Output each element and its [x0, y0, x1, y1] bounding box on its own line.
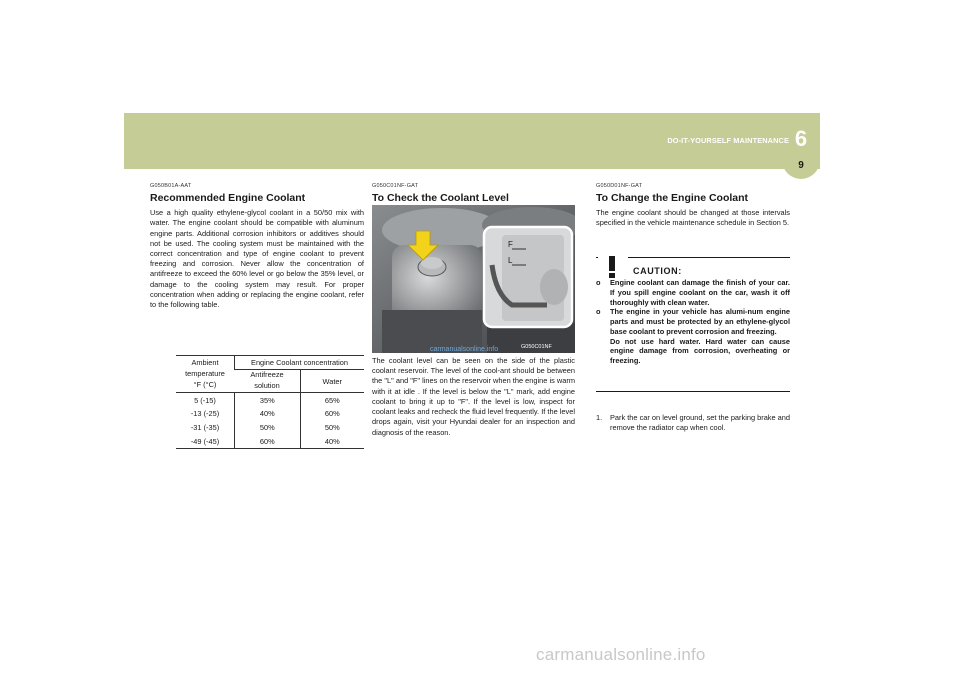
photo-label: G050C01NF [521, 344, 552, 350]
table-cell-antifreeze: 60% [235, 435, 301, 449]
table-header-line: °F (°C) [193, 379, 217, 389]
table-cell-temp: -31 (-35) [190, 423, 220, 433]
table-cell-temp: -49 (-45) [190, 437, 220, 447]
inset-label-f: F [508, 240, 513, 249]
section-heading: To Change the Engine Coolant [596, 192, 749, 204]
table-header-line: Ambient [191, 358, 219, 368]
table-row [176, 407, 364, 421]
caution-item [596, 278, 790, 307]
site-watermark: carmanualsonline.info [536, 645, 706, 664]
table-header-antifreeze [235, 370, 301, 393]
engine-bay-illustration [372, 205, 575, 353]
step-item [596, 413, 790, 433]
check-level-text [372, 356, 575, 438]
table-cell-antifreeze: 35% [235, 393, 301, 407]
caution-item [596, 337, 790, 366]
table-cell-water: 50% [300, 421, 364, 435]
table-header-temperature [176, 356, 235, 393]
caution-box [596, 257, 790, 366]
table-header-water: Water [300, 370, 364, 393]
caution-title: CAUTION: [633, 266, 682, 276]
step-text: Park the car on level ground, set the parking brake and remove the radiator cap when cool. [610, 413, 790, 433]
section-code: G050B01A-AAT [150, 183, 192, 189]
table-cell-temp: -13 (-25) [190, 409, 220, 419]
table-header-line: temperature [185, 368, 225, 378]
caution-list [596, 278, 790, 366]
table-row [176, 435, 364, 449]
section-body: The coolant level can be seen on the side of the plastic coolant reservoir. The level of the cool-ant should be between the "L" and "F" lines on the reservoir when the engine is warm with it at idle . If the level is below the "L" mark, add engine coolant to bring it up to "F". If the level is low, inspect for coolant leaks and recheck the fluid level frequently. If the level drops again, visit your Hyundai dealer for an inspection and diagnosis of the reason. [372, 356, 575, 437]
coolant-concentration-table [176, 355, 364, 449]
caution-bottom-rule [596, 391, 790, 392]
inset-label-l: L [508, 256, 513, 265]
caution-item-text: Do not use hard water. Hard water can cause engine damage from corrosion, overheating or freezing. [610, 336, 790, 366]
section-code: G050D01NF-GAT [596, 183, 643, 189]
caution-item-text: Engine coolant can damage the finish of your car. If you spill engine coolant on the car, wash it off thoroughly with clean water. [610, 278, 790, 307]
table-cell-antifreeze: 50% [235, 421, 301, 435]
page-number: 9 [798, 160, 804, 171]
section-recommended-coolant [150, 183, 364, 310]
table-row [176, 393, 364, 407]
bullet: o [596, 307, 601, 317]
table-row [176, 421, 364, 435]
warning-icon [598, 254, 628, 280]
table-header-line: Antifreeze [250, 370, 284, 379]
table-header-line: solution [254, 380, 280, 390]
engine-bay-photo [372, 205, 575, 353]
bullet: o [596, 278, 601, 287]
step-number: 1. [596, 413, 603, 422]
section-body: Use a high quality ethylene-glycol coolant in a 50/50 mix with water. The engine coolant should be compatible with aluminum engine parts. Additional corrosion inhibitors or additives should not be used. The cooling system must be maintained with the correct concentration and type of engine coolant to prevent freezing and corrosion. Never allow the concentration of antifreeze to exceed the 60% level or go below the 35% level, or damage to the cooling system may result. For proper concentration when adding or replacing the engine coolant, refer to the following table. [150, 208, 364, 310]
table-cell-temp: 5 (-15) [194, 395, 216, 405]
section-change-coolant [596, 183, 790, 229]
chapter-number: 6 [794, 126, 808, 151]
section-code: G050C01NF-GAT [372, 183, 419, 189]
section-body: The engine coolant should be changed at those intervals specified in the vehicle maintenance schedule in Section 5. [596, 208, 790, 228]
photo-watermark: carmanualsonline.info [430, 346, 499, 353]
table-cell-water: 65% [300, 393, 364, 407]
bullet [596, 337, 610, 366]
section-heading: To Check the Coolant Level [372, 192, 509, 204]
table-cell-water: 40% [300, 435, 364, 449]
chapter-title: DO-IT-YOURSELF MAINTENANCE [667, 136, 789, 145]
table-cell-water: 60% [300, 407, 364, 421]
section-heading: Recommended Engine Coolant [150, 192, 306, 204]
caution-item [596, 307, 790, 336]
caution-item-text: The engine in your vehicle has alumi-num engine parts and must be protected by an ethylene-glycol base coolant to prevent corrosion and freezing. [610, 307, 790, 336]
table-header-group: Engine Coolant concentration [235, 356, 365, 370]
table-cell-antifreeze: 40% [235, 407, 301, 421]
